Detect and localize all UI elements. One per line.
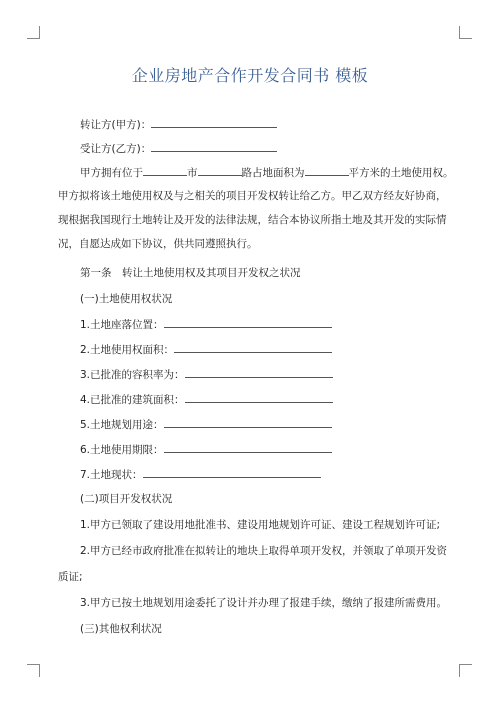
- city-blank[interactable]: [143, 165, 187, 176]
- development-item-2-cont: 质证;: [58, 571, 83, 583]
- land-item: [80, 467, 321, 482]
- land-item: [80, 417, 332, 432]
- area-blank[interactable]: [305, 165, 349, 176]
- subsection-development-right: (二)项目开发权状况: [80, 493, 173, 505]
- preamble-text: 平方米的土地使用权。: [348, 167, 454, 179]
- land-item-blank[interactable]: [174, 342, 332, 353]
- transferee-label: 受让方(乙方)：: [80, 143, 152, 155]
- land-item-blank[interactable]: [143, 467, 321, 478]
- crop-mark-top-left: [27, 26, 40, 39]
- subsection-land-use-right: (一)土地使用权状况: [80, 293, 173, 305]
- transferee-line: [80, 141, 277, 156]
- land-item-blank[interactable]: [185, 392, 333, 403]
- land-item-label: 6.土地使用期限：: [80, 444, 164, 456]
- crop-mark-top-right: [459, 26, 472, 39]
- land-item-blank[interactable]: [185, 367, 333, 378]
- preamble-text: 市: [187, 167, 198, 179]
- development-item-1: 1.甲方已领取了建设用地批准书、建设用地规划许可证、建设工程规划许可证;: [80, 519, 441, 531]
- land-item: [80, 342, 332, 357]
- land-item-blank[interactable]: [164, 417, 332, 428]
- road-blank[interactable]: [198, 165, 242, 176]
- preamble-text: 路占地面积为: [241, 167, 305, 179]
- preamble-line-1: [80, 165, 454, 180]
- transferor-label: 转让方(甲方)：: [80, 119, 152, 131]
- land-item-label: 2.土地使用权面积：: [80, 344, 175, 356]
- preamble-line-4: 况，自愿达成如下协议，供共同遵照执行。: [58, 238, 258, 250]
- land-item: [80, 442, 332, 457]
- land-item-label: 4.已批准的建筑面积：: [80, 394, 185, 406]
- article-1-heading: 第一条 转让土地使用权及其项目开发权之状况: [80, 267, 301, 279]
- preamble-line-3: 现根据我国现行土地转让及开发的法律法规，结合本协议所指土地及其开发的实际情: [58, 214, 447, 226]
- land-item: [80, 317, 332, 332]
- development-item-2: 2.甲方已经市政府批准在拟转让的地块上取得单项开发权，并领取了单项开发资: [80, 545, 448, 557]
- land-item: [80, 392, 333, 407]
- land-item-blank[interactable]: [164, 442, 332, 453]
- land-item-label: 1.土地座落位置：: [80, 319, 164, 331]
- land-item: [80, 367, 333, 382]
- document-title: 企业房地产合作开发合同书 模板: [131, 66, 369, 85]
- land-item-label: 3.已批准的容积率为：: [80, 369, 185, 381]
- land-item-label: 5.土地规划用途：: [80, 419, 164, 431]
- crop-mark-bottom-left: [27, 664, 40, 677]
- land-item-label: 7.土地现状：: [80, 469, 143, 481]
- preamble-text: 甲方拥有位于: [80, 167, 143, 179]
- preamble-line-2: 甲方拟将该土地使用权及与之相关的项目开发权转让给乙方。甲乙双方经友好协商，: [58, 190, 447, 202]
- subsection-other-rights: (三)其他权利状况: [80, 623, 162, 635]
- transferor-line: [80, 117, 277, 132]
- transferee-blank[interactable]: [151, 141, 277, 152]
- land-item-blank[interactable]: [164, 317, 332, 328]
- transferor-blank[interactable]: [151, 117, 277, 128]
- crop-mark-bottom-right: [459, 664, 472, 677]
- development-item-3: 3.甲方已按土地规划用途委托了设计并办理了报建手续，缴纳了报建所需费用。: [80, 597, 448, 609]
